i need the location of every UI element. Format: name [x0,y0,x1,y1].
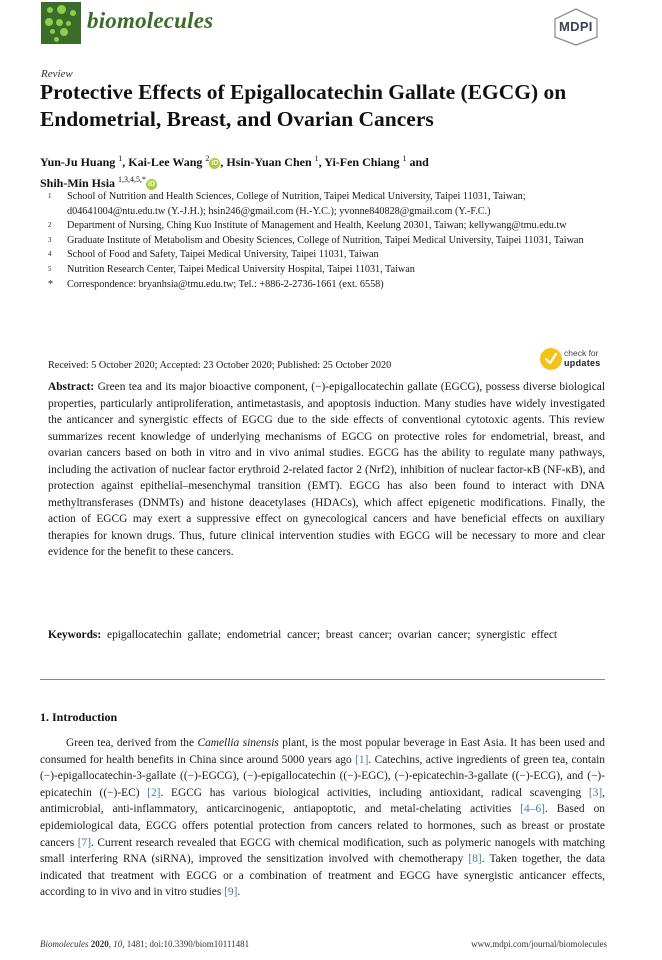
section-heading-introduction: 1. Introduction [40,710,118,724]
citation-link[interactable]: [7] [77,836,91,849]
journal-url-link[interactable]: www.mdpi.com/journal/biomolecules [471,939,607,949]
citation-link[interactable]: [4–6] [520,803,545,816]
affiliation-item: 2 Department of Nursing, Ching Kuo Institute of Management and Health, Keelung 20301, Taiwan; kellywang@tmu.edu.tw [48,220,567,232]
abstract-text: Green tea and its major bioactive component, (−)-epigallocatechin gallate (EGCG), possess diverse biological properties, particularly antiproliferation, antimetastasis, and apoptosis induction. Many studies have widely investigated the anticancer and synergistic effects of EGCG due to the side effects of conventional cytotoxic agents. This review summarizes recent knowledge of underlying mechanisms of EGCG on protective roles for endometrial, breast, and ovarian cancers based on both in vitro and in vivo animal studies. EGCG has the ability to regulate many pathways, including the activation of nuclear factor erythroid 2-related factor 2 (Nrf2), inhibition of nuclear factor-κB (NF-κB), and protection against epithelial–mesenchymal transition (EMT). EGCG has also been found to interact with DNA methyltransferases (DNMTs) and histone deacetylases (HDACs), which affect epigenetic modifications. Finally, the action of EGCG may exert a suppressive effect on gynecological cancers and have beneficial effects on auxiliary therapies for known drugs. Thus, future clinical intervention studies with EGCG will be necessary to more and clear evidence for the benefit to these cancers. [48,381,605,558]
affiliation-item: 1 School of Nutrition and Health Sciences, College of Nutrition, Taipei Medical University, Taipei 11031, Taiwan; d04641004@ntu.edu.tw (Y.-J.H.); hsin246@gmail.com (H.-Y.C.); yvonne840828@gmail.com (Y.-F.C.) [48,191,526,217]
keywords-label: Keywords: [48,629,102,641]
citation-link[interactable]: [2] [147,786,161,799]
mdpi-logo: MDPI [553,8,599,46]
author-name[interactable]: Kai-Lee Wang [128,155,203,169]
publication-dates: Received: 5 October 2020; Accepted: 23 October 2020; Published: 25 October 2020 [48,360,392,371]
citation-link[interactable]: [3] [588,786,603,799]
author-affiliation-sup: 2 [205,154,210,163]
author-affiliation-sup: 1 [402,154,407,163]
author-name[interactable]: Hsin-Yuan Chen [226,155,312,169]
abstract [48,379,605,561]
checkmark-icon [540,348,562,370]
author-affiliation-sup: 1,3,4,5,* [118,175,147,184]
author-affiliation-sup: 1 [118,154,123,163]
species-name: Camellia sinensis [197,737,279,749]
page-header [0,0,662,60]
abstract-label: Abstract: [48,381,95,393]
biomolecules-logo-icon [41,2,81,44]
author-name[interactable]: Yi-Fen Chiang [324,155,400,169]
journal-name: biomolecules [87,8,214,33]
correspondence: * Correspondence: bryanhsia@tmu.edu.tw; Tel.: +886-2-2736-1661 (ext. 6558) [48,278,384,290]
orcid-icon[interactable]: iD [148,181,156,188]
article-title: Protective Effects of Epigallocatechin Gallate (EGCG) on Endometrial, Breast, and Ovarian Cancers [40,80,567,131]
citation-link[interactable]: [8] [468,853,482,866]
affiliation-item: 5 Nutrition Research Center, Taipei Medical University Hospital, Taipei 11031, Taiwan [48,263,415,275]
introduction-paragraph: Green tea, derived from the Camellia sinensis plant, is the most popular beverage in East Asia. It has been used and consumed for health benefits in China since around 5000 years ago [1]. Catechins, active ingredients of green tea, contain (−)-epigallocatechin-3-gallate ((−)-EGCG), (−)-epigallocatechin ((−)-EGC), (−)-epicatechin-3-gallate ((−)-ECG), and (−)-epicatechin ((−)-EC) [2]. EGCG has various biological activities, including antioxidant, radical scavenging [3], antimicrobial, anti-inflammatory, anticarcinogenic, antiapoptotic, and metal-chelating activities [4–6]. Based on epidemiological data, EGCG offers potential protection from cancers related to hormones, such as breast or prostate cancers [7]. Current research revealed that EGCG with chemical modification, such as polymeric nanogels with matching small interfering RNA (siRNA), improved the sensitization involved with chemotherapy [8]. Taken together, the data indicated that treatment with EGCG or a combination of treatment and EGCG have synergistic anticancer effects, according to in vivo and in vitro studies [9]. [40,737,606,899]
keywords-text: epigallocatechin gallate; endometrial cancer; breast cancer; ovarian cancer; synergistic effect [107,629,558,641]
author-conjunction: and [409,155,429,169]
citation-link[interactable]: [9] [224,886,238,899]
citation-link[interactable]: [1] [355,753,369,766]
affiliation-item: 3 Graduate Institute of Metabolism and Obesity Sciences, College of Nutrition, Taipei Medical University, Taipei 11031, Taiwan [48,234,584,246]
author-affiliation-sup: 1 [314,154,319,163]
author-name[interactable]: Shih-Min Hsia [40,176,116,190]
author-list: Yun-Ju Huang $^1$, Kai-Lee Wang $^2$iD , Hsin-Yuan Chen $^1$, Yi-Fen Chiang $^1$ and Shih-Min Hsia $^{1,3,4,5,*}$iD [40,154,429,190]
keywords [48,627,605,644]
affiliations [48,190,608,292]
orcid-icon[interactable]: iD [211,160,219,167]
section-divider [40,679,605,680]
article-type: Review [41,68,73,80]
citation-footer: Biomolecules 2020, 10, 1481; doi:10.3390/biom10111481 [40,939,250,949]
check-for-updates-button[interactable]: check for updates [540,347,610,373]
author-name[interactable]: Yun-Ju Huang [40,155,116,169]
affiliation-item: 4 School of Food and Safety, Taipei Medical University, Taipei 11031, Taiwan [48,249,379,261]
